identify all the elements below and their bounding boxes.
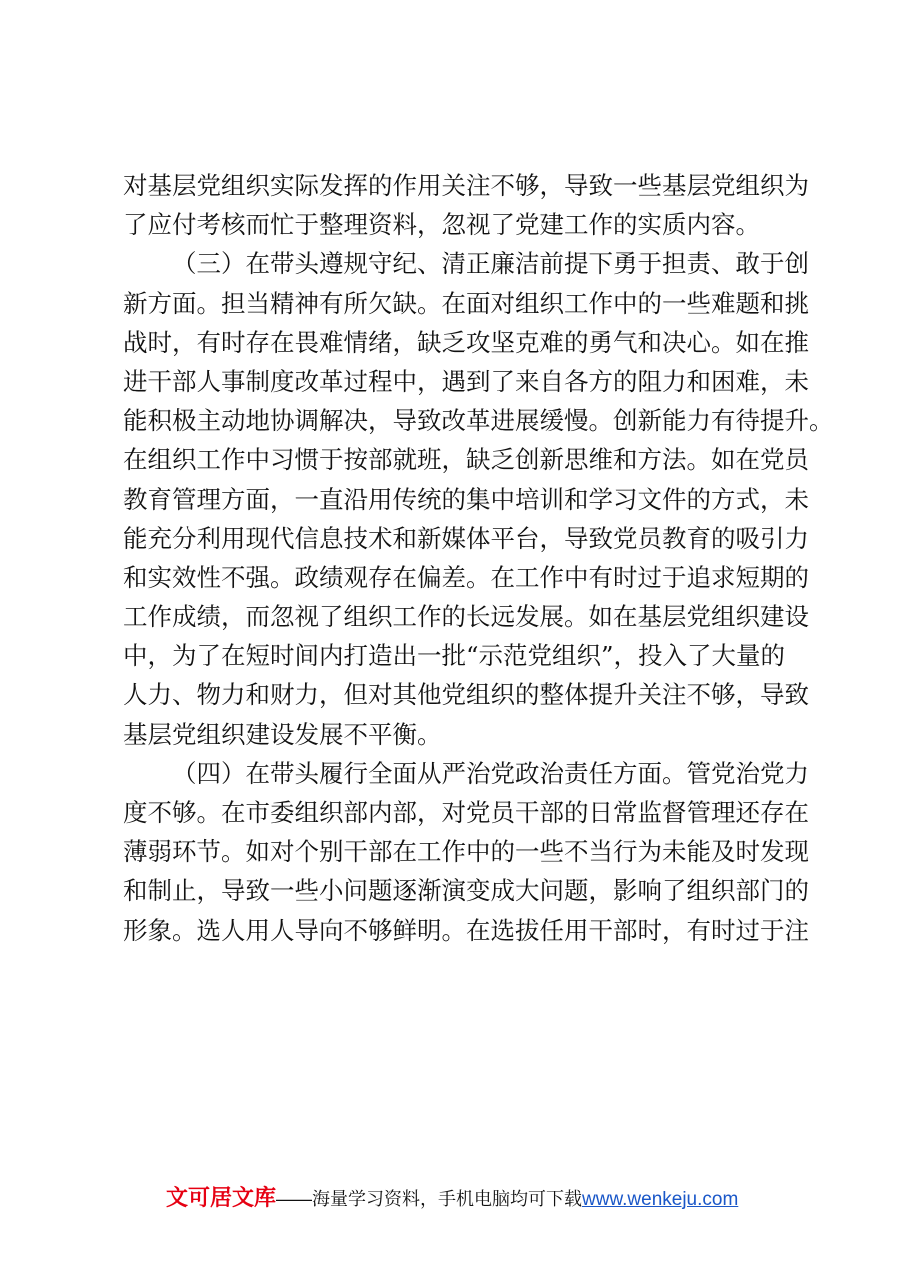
body-line: 形象。选人用人导向不够鲜明。在选拔任用干部时，有时过于注 xyxy=(123,915,809,945)
section-heading-line: （四）在带头履行全面从严治党政治责任方面。管党治党力 xyxy=(172,758,809,788)
body-line: 了应付考核而忙于整理资料，忽视了党建工作的实质内容。 xyxy=(123,210,760,240)
footer-brand: 文可居文库 xyxy=(166,1185,277,1210)
body-line: 工作成绩，而忽视了组织工作的长远发展。如在基层党组织建设 xyxy=(123,602,809,632)
body-line: 新方面。担当精神有所欠缺。在面对组织工作中的一些难题和挑 xyxy=(123,288,809,318)
document-body xyxy=(123,166,834,950)
body-line: 薄弱环节。如对个别干部在工作中的一些不当行为未能及时发现 xyxy=(123,837,809,867)
body-line: 进干部人事制度改革过程中，遇到了来自各方的阻力和困难，未 xyxy=(123,366,809,396)
footer-tagline: ——海量学习资料，手机电脑均可下载 xyxy=(276,1189,583,1209)
body-line: 和制止，导致一些小问题逐渐演变成大问题，影响了组织部门的 xyxy=(123,876,809,906)
body-line: 基层党组织建设发展不平衡。 xyxy=(123,719,442,749)
body-line: 教育管理方面，一直沿用传统的集中培训和学习文件的方式，未 xyxy=(123,484,809,514)
body-line: 人力、物力和财力，但对其他党组织的整体提升关注不够，导致 xyxy=(123,680,809,710)
body-line: 和实效性不强。政绩观存在偏差。在工作中有时过于追求短期的 xyxy=(123,562,809,592)
body-line: 中，为了在短时间内打造出一批“示范党组织”，投入了大量的 xyxy=(123,641,786,671)
footer-banner xyxy=(166,1184,738,1212)
body-line: 能充分利用现代信息技术和新媒体平台，导致党员教育的吸引力 xyxy=(123,523,809,553)
body-line: 度不够。在市委组织部内部，对党员干部的日常监督管理还存在 xyxy=(123,798,809,827)
section-heading-line: （三）在带头遵规守纪、清正廉洁前提下勇于担责、敢于创 xyxy=(172,249,809,279)
body-line: 能积极主动地协调解决，导致改革进展缓慢。创新能力有待提升。 xyxy=(123,406,834,436)
footer-url-link[interactable]: www.wenkeju.com xyxy=(582,1189,739,1210)
body-line: 在组织工作中习惯于按部就班，缺乏创新思维和方法。如在党员 xyxy=(123,445,809,475)
body-line: 战时，有时存在畏难情绪，缺乏攻坚克难的勇气和决心。如在推 xyxy=(123,327,809,357)
body-line: 对基层党组织实际发挥的作用关注不够，导致一些基层党组织为 xyxy=(123,171,809,200)
